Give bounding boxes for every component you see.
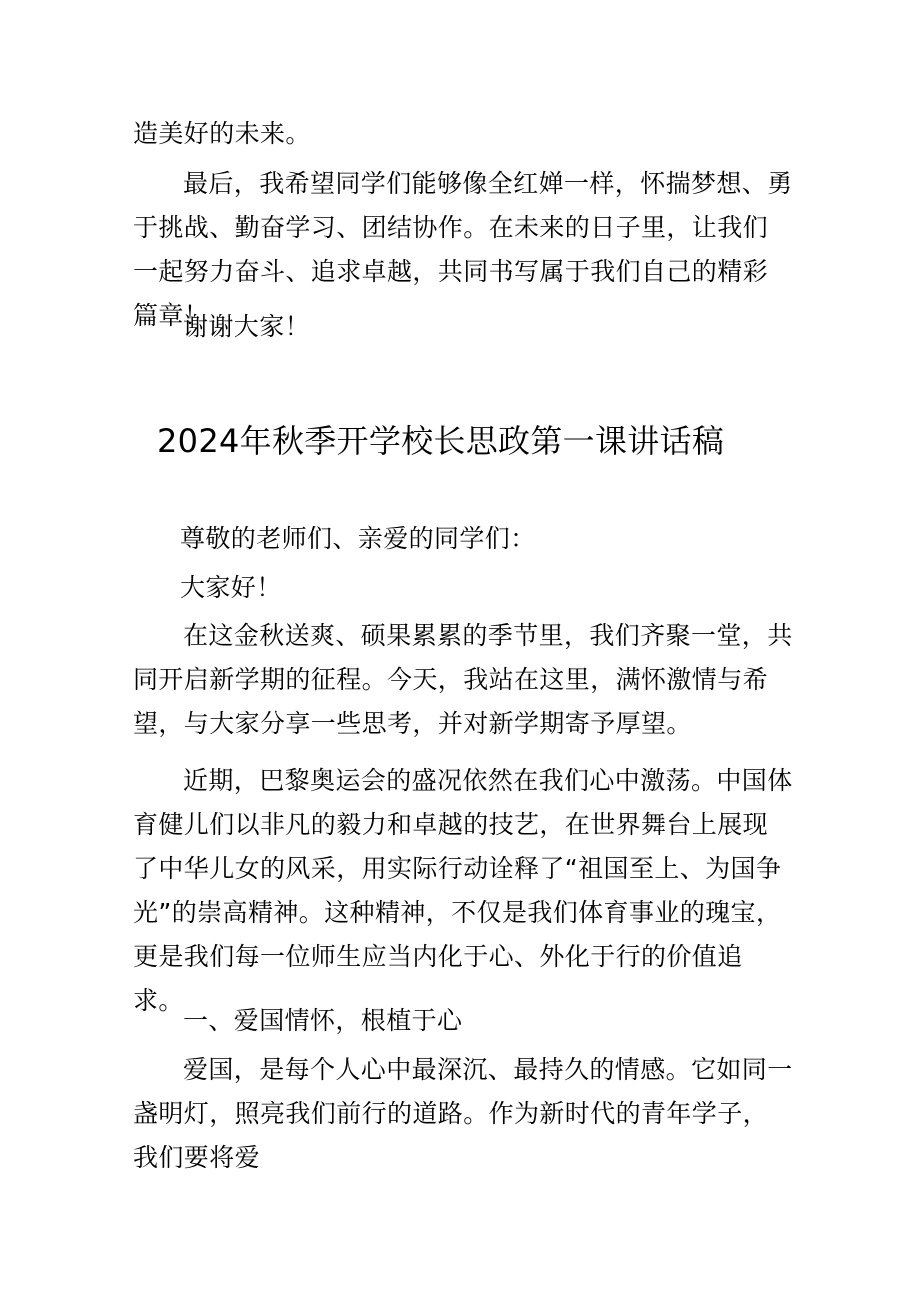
continuation-text: 造美好的未来。 (133, 119, 311, 148)
paragraph-1: 在这金秋送爽、硕果累累的季节里，我们齐聚一堂，共同开启新学期的征程。今天，我站在这里，满怀激情与希望，与大家分享一些思考，并对新学期寄予厚望。 (133, 621, 793, 738)
document-title: 2024年秋季开学校长思政第一课讲话稿 (157, 422, 725, 460)
greeting-text: 大家好！ (180, 573, 282, 602)
paragraph-2: 近期，巴黎奥运会的盛况依然在我们心中激荡。中国体育健儿们以非凡的毅力和卓越的技艺，在世界舞台上展现了中华儿女的风采，用实际行动诠释了“祖国至上、为国争光”的崇高精神。这种精神，不仅是我们体育事业的瑰宝，更是我们每一位师生应当内化于心、外化于行的价值追求。 (133, 766, 793, 1015)
salutation-text: 尊敬的老师们、亲爱的同学们： (180, 524, 536, 553)
section-heading-1: 一、爱国情怀，根植于心 (183, 1006, 463, 1035)
closing-paragraph: 最后，我希望同学们能够像全红婵一样，怀揣梦想、勇于挑战、勤奋学习、团结协作。在未来的日子里，让我们一起努力奋斗、追求卓越，共同书写属于我们自己的精彩篇章！ (133, 169, 793, 330)
thanks-text: 谢谢大家！ (183, 312, 311, 341)
paragraph-3: 爱国，是每个人心中最深沉、最持久的情感。它如同一盏明灯，照亮我们前行的道路。作为新时代的青年学子，我们要将爱 (133, 1055, 793, 1172)
